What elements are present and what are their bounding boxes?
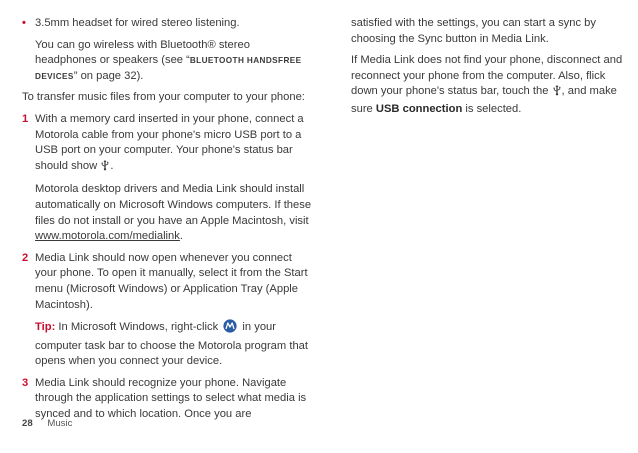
- usb-icon: [101, 160, 109, 177]
- page-number: 28: [22, 418, 33, 429]
- step-number: 2: [22, 251, 29, 264]
- step-1-end: .: [110, 159, 114, 172]
- drivers-paragraph: [35, 182, 314, 244]
- troubleshoot-text: If Media Link does not find your phone, disconnect and reconnect your phone from the computer. Also, flick down your phone's status bar, touch the: [351, 54, 623, 98]
- bullet-icon: •: [22, 17, 26, 29]
- troubleshoot-text-end: is selected.: [465, 102, 522, 115]
- right-column: [351, 16, 623, 118]
- bluetooth-reference-2[interactable]: DEVICES: [35, 71, 74, 81]
- tip-text: In Microsoft Windows, right-click: [58, 321, 219, 334]
- usb-icon: [553, 85, 561, 102]
- step-3-text: Media Link should recognize your phone. Navigate through the application settings to select what media is synced and to which location. Once you are: [35, 376, 307, 421]
- tip-paragraph: [35, 319, 314, 370]
- step-1: [22, 112, 314, 245]
- bluetooth-text: You can go wireless with Bluetooth® stereo headphones or speakers (see “: [35, 38, 250, 67]
- step-number: 3: [22, 376, 29, 389]
- step-number: 1: [22, 112, 29, 125]
- transfer-intro: To transfer music files from your computer to your phone:: [22, 91, 305, 104]
- link-end: .: [179, 230, 183, 243]
- sync-paragraph: satisfied with the settings, you can start a sync by choosing the Sync button in Media Link.: [351, 17, 596, 45]
- step-1-body: With a memory card inserted in your phone, connect a Motorola cable from your phone's micro USB port to a USB port on your computer. Your phone's status bar should show: [35, 112, 304, 172]
- medialink-link[interactable]: www.motorola.com/medialink: [35, 230, 180, 243]
- bluetooth-text-end: ” on page 32).: [73, 69, 144, 82]
- motorola-logo-icon: [223, 319, 237, 339]
- section-name: Music: [47, 418, 73, 429]
- bullet-text: 3.5mm headset for wired stereo listening.: [35, 17, 240, 29]
- tip-text-end: in your computer task bar to choose the Motorola program that opens when you connect your device.: [35, 321, 308, 368]
- step-2: [22, 251, 314, 370]
- page-footer: [22, 416, 72, 432]
- tip-label: Tip:: [35, 321, 56, 334]
- step-1-text: [35, 112, 314, 176]
- troubleshoot-text-mid: , and make sure: [351, 85, 617, 115]
- step-2-text: Media Link should now open whenever you connect your phone. To open it manually, select it from the Start menu (Microsoft Windows) or Application Tray (Apple Macintosh).: [35, 251, 308, 311]
- drivers-text: Motorola desktop drivers and Media Link should install automatically on Microsoft Windows computers. If these files do not install or you have an Apple Macintosh, visit: [35, 183, 312, 227]
- bluetooth-paragraph: [22, 38, 314, 85]
- list-item: [22, 16, 314, 32]
- troubleshoot-paragraph: [351, 53, 623, 117]
- left-column: [22, 16, 314, 423]
- usb-connection-option: USB connection: [375, 102, 463, 115]
- bluetooth-reference-1[interactable]: BLUETOOTH HANDSFREE: [189, 56, 302, 66]
